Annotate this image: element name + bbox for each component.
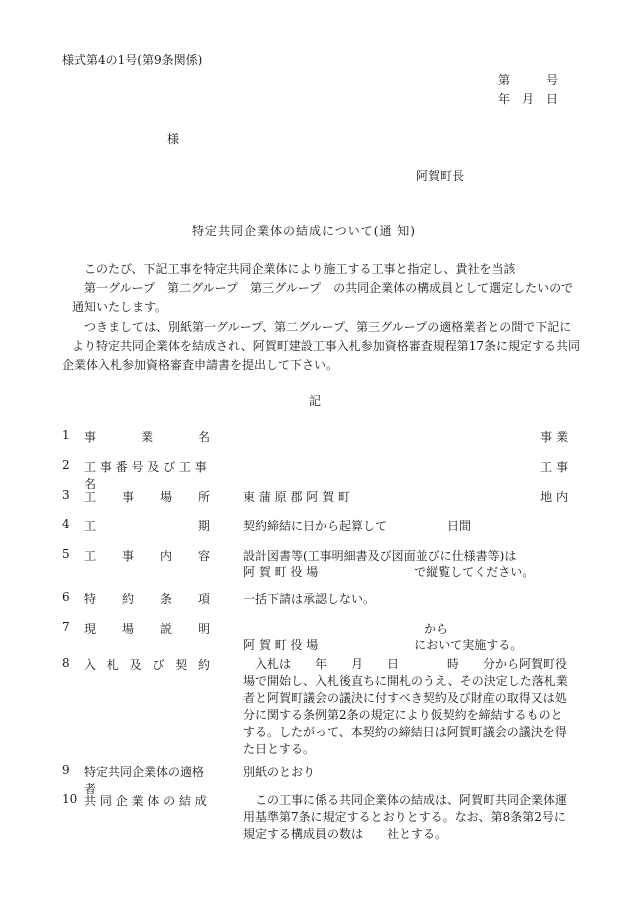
- item-label: 特 約 条 項: [84, 592, 210, 606]
- document-title: 特定共同企業体の結成について(通 知): [192, 224, 416, 238]
- item-value-line-2: 阿 賀 町 役 場 において実施する。: [243, 638, 523, 652]
- item-number: 3: [62, 488, 70, 502]
- item-number: 8: [62, 656, 70, 670]
- body-line-4: つきましては、別紙第一グループ、第二グループ、第三グループの適格業者との間で下記に: [84, 320, 572, 334]
- addressee: 様: [167, 132, 180, 146]
- item-value: 東 蒲 原 郡 阿 賀 町: [243, 490, 350, 504]
- item-right: 事 業: [540, 430, 568, 444]
- item-label: 工 事 番 号 及 び 工 事 名: [84, 460, 207, 491]
- item-number: 6: [62, 590, 70, 604]
- item-number: 2: [62, 458, 70, 472]
- item-label: 特定共同企業体の適格者: [84, 765, 205, 796]
- item-value: 入札は 年 月 日 時 分から阿賀町役場で開始し、入札後直ちに開札のうえ、その決定した落札業者と阿賀町議会の議決に付すべき契約及び財産の取得又は処分に関する条例第2条の規定により仮契約を締結するものとする。したがって、本契約の締結日は阿賀町議会の議決を得た日とする。: [243, 657, 568, 756]
- ki-heading: 記: [309, 394, 322, 408]
- document-number: 第 号: [498, 73, 559, 87]
- item-number: 9: [62, 763, 70, 777]
- item-value: 別紙のとおり: [243, 765, 316, 779]
- body-line-1: このたび、下記工事を特定共同企業体により施工する工事と指定し、貴社を当該: [84, 262, 516, 276]
- item-number: 5: [62, 547, 70, 561]
- body-line-5: より特定共同企業体を結成され、阿賀町建設工事入札参加資格審査規程第17条に規定する共同: [72, 339, 580, 353]
- item-value: 一括下請は承認しない。: [243, 592, 376, 606]
- item-number: 1: [62, 428, 70, 442]
- item-label: 入 札 及 び 契 約: [84, 658, 210, 672]
- item-value: この工事に係る共同企業体の結成は、阿賀町共同企業体運用基準第7条に規定するとおりとする。なお、第8条第2号に規定する構成員の数は 社とする。: [243, 793, 568, 841]
- body-line-3: 通知いたします。: [72, 300, 168, 314]
- item-value-line-2: 阿 賀 町 役 場 で縦覧してください。: [243, 565, 535, 579]
- item-right: 地 内: [540, 490, 568, 504]
- item-label: 工 期: [84, 519, 210, 533]
- body-line-6: 企業体入札参加資格審査申請書を提出して下さい。: [62, 358, 339, 372]
- item-number: 7: [62, 620, 70, 634]
- sender: 阿賀町長: [416, 169, 465, 183]
- item-label: 事 業 名: [84, 430, 210, 444]
- item-value: 契約締結に日から起算して 日間: [243, 519, 472, 533]
- body-line-2: 第一グループ 第二グループ 第三グループ の共同企業体の構成員として選定したいので: [84, 281, 574, 295]
- item-number: 4: [62, 517, 70, 531]
- item-label: 現 場 説 明: [84, 622, 210, 636]
- item-right: 工 事: [540, 460, 568, 474]
- item-label: 工 事 内 容: [84, 549, 210, 563]
- document-date: 年 月 日: [498, 92, 559, 106]
- item-number: 10: [62, 792, 78, 806]
- item-label: 共 同 企 業 体 の 結 成: [84, 794, 207, 808]
- item-value: から: [424, 622, 449, 636]
- item-label: 工 事 場 所: [84, 490, 210, 504]
- form-number: 様式第4の1号(第9条関係): [62, 53, 203, 67]
- item-value: 設計図書等(工事明細書及び図面並びに仕様書等)は: [243, 549, 517, 563]
